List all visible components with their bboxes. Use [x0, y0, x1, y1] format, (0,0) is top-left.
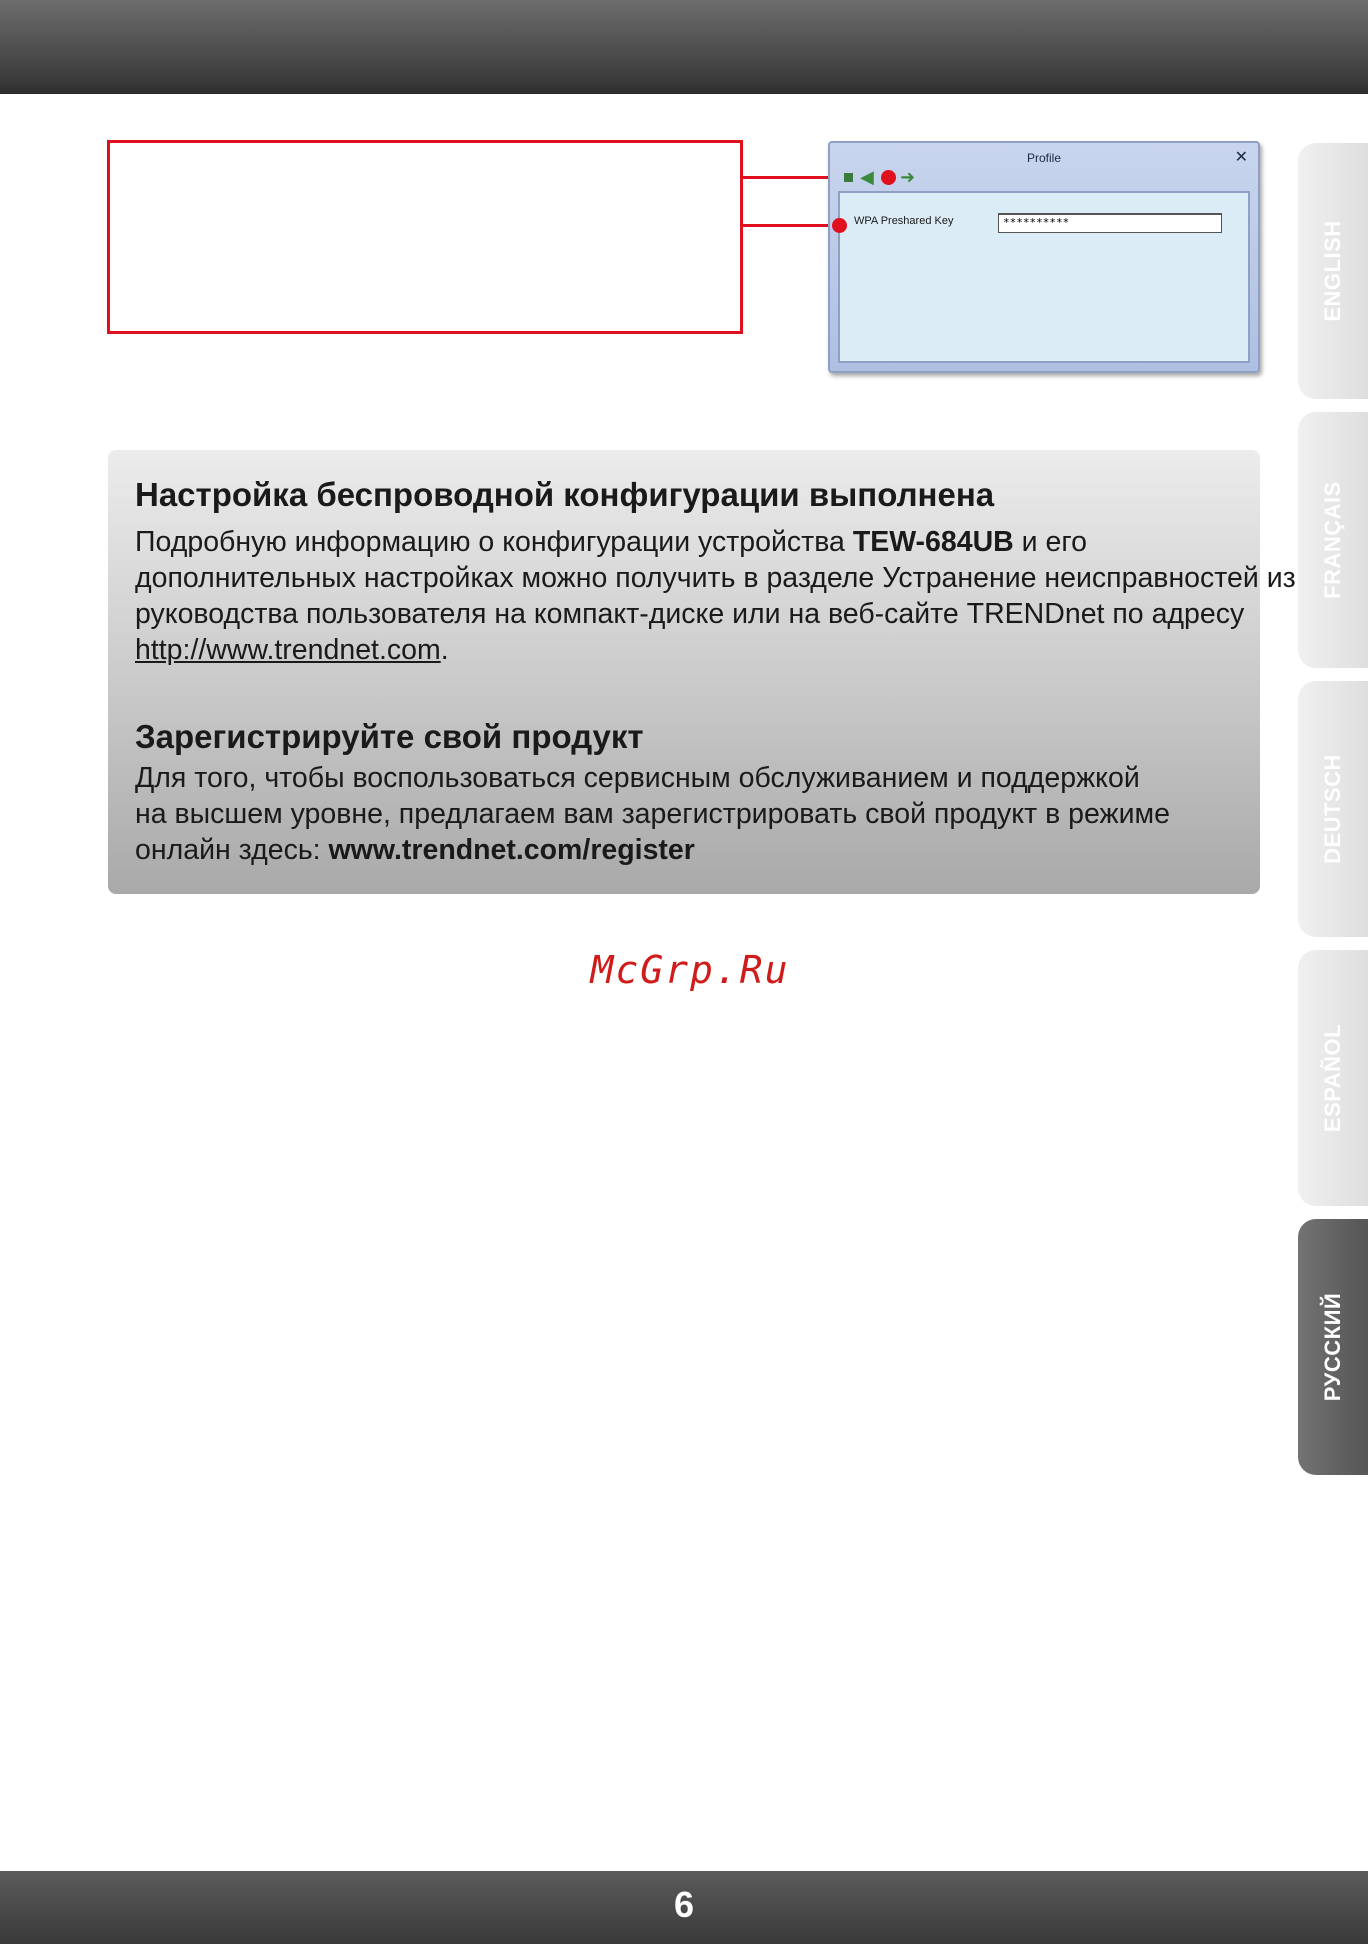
- wpa-key-label: WPA Preshared Key: [854, 215, 954, 227]
- model-name: TEW-684UB: [852, 526, 1014, 558]
- header-bar: [0, 0, 1368, 94]
- para-register-text: онлайн здесь:: [135, 834, 329, 866]
- back-arrow-icon[interactable]: ◀: [860, 167, 874, 187]
- callout-box: [107, 140, 743, 334]
- callout-dot-toolbar: [881, 170, 896, 185]
- tab-label: РУССКИЙ: [1320, 1292, 1345, 1402]
- tab-label: ESPAÑOL: [1320, 1023, 1345, 1133]
- tab-label: DEUTSCH: [1320, 754, 1345, 864]
- close-icon[interactable]: ✕: [1234, 149, 1248, 166]
- heading-config-complete: Настройка беспроводной конфигурации выполнена: [135, 476, 995, 513]
- tab-russian[interactable]: [1298, 1219, 1368, 1475]
- wpa-key-input[interactable]: **********: [998, 213, 1222, 233]
- trendnet-link[interactable]: http://www.trendnet.com: [135, 634, 441, 666]
- dialog-title: Profile: [1026, 151, 1061, 165]
- info-panel: [108, 450, 1296, 894]
- para-info-text: Подробную информацию о конфигурации устройства: [135, 526, 853, 558]
- para-info-line4: [135, 632, 449, 669]
- register-link[interactable]: www.trendnet.com/register: [328, 834, 695, 866]
- para-info-text: и его: [1013, 526, 1087, 558]
- para-register-line1: Для того, чтобы воспользоваться сервисным обслуживанием и поддержкой: [135, 762, 1140, 794]
- watermark: McGrp.Ru: [590, 948, 790, 992]
- para-register-line2: на высшем уровне, предлагаем вам зарегистрировать свой продукт в режиме: [135, 798, 1170, 830]
- forward-arrow-icon[interactable]: ➜: [900, 167, 916, 187]
- tab-label: ENGLISH: [1320, 220, 1345, 322]
- tab-label: FRANÇAIS: [1320, 481, 1345, 599]
- para-info-line3: руководства пользователя на компакт-диске или на веб-сайте TRENDnet по адресу: [135, 598, 1245, 630]
- heading-register: Зарегистрируйте свой продукт: [135, 718, 644, 755]
- para-info-line1: [135, 524, 1087, 561]
- para-info-text: .: [440, 634, 449, 666]
- tab-espanol[interactable]: [1298, 950, 1368, 1206]
- tab-francais[interactable]: [1298, 412, 1368, 668]
- tab-english[interactable]: [1298, 143, 1368, 399]
- callout-dot-field: [832, 218, 847, 233]
- para-register-line3: [135, 832, 695, 869]
- dialog-body: [838, 191, 1250, 363]
- page-number: 6: [673, 1884, 695, 1925]
- para-info-line2: дополнительных настройках можно получить в разделе Устранение неисправностей из: [135, 562, 1296, 594]
- stop-icon[interactable]: [844, 173, 853, 182]
- callout-line-field: [743, 224, 841, 227]
- tab-deutsch[interactable]: [1298, 681, 1368, 937]
